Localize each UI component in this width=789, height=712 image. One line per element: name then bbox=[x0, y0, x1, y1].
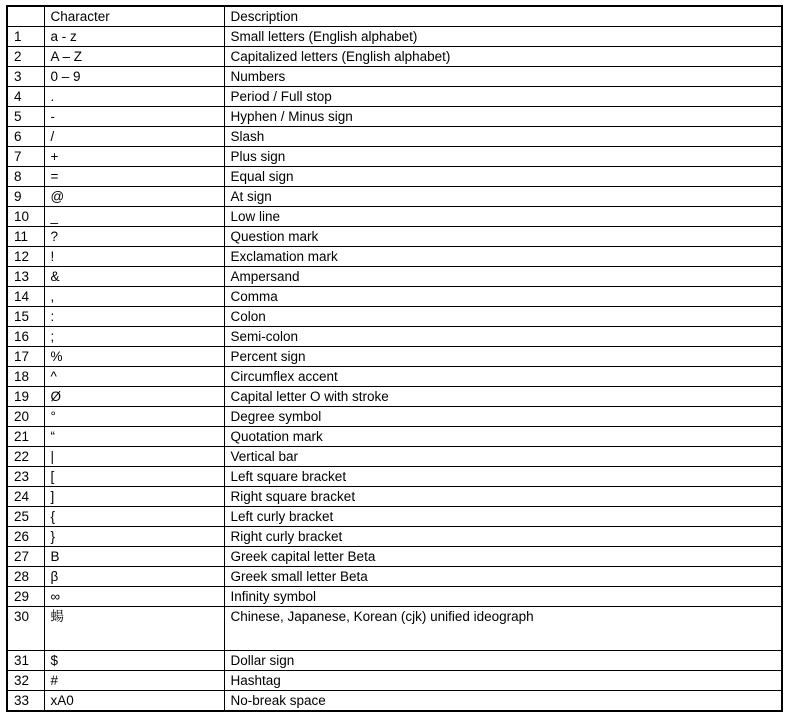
description-cell: Numbers bbox=[224, 67, 782, 87]
row-number-cell: 33 bbox=[7, 691, 44, 712]
row-number-cell: 22 bbox=[7, 447, 44, 467]
table-row bbox=[7, 427, 782, 447]
description-cell: Dollar sign bbox=[224, 651, 782, 671]
table-row bbox=[7, 467, 782, 487]
description-cell: Chinese, Japanese, Korean (cjk) unified ideograph bbox=[224, 607, 782, 651]
character-cell: : bbox=[44, 307, 224, 327]
table-row bbox=[7, 147, 782, 167]
table-row bbox=[7, 367, 782, 387]
row-number-cell: 19 bbox=[7, 387, 44, 407]
row-number-cell: 3 bbox=[7, 67, 44, 87]
character-cell: . bbox=[44, 87, 224, 107]
description-cell: Ampersand bbox=[224, 267, 782, 287]
row-number-cell: 27 bbox=[7, 547, 44, 567]
table-row bbox=[7, 527, 782, 547]
table-row bbox=[7, 27, 782, 47]
row-number-cell: 31 bbox=[7, 651, 44, 671]
row-number-cell: 2 bbox=[7, 47, 44, 67]
table-row bbox=[7, 607, 782, 651]
table-row bbox=[7, 567, 782, 587]
description-cell: Question mark bbox=[224, 227, 782, 247]
description-cell: Period / Full stop bbox=[224, 87, 782, 107]
description-cell: Small letters (English alphabet) bbox=[224, 27, 782, 47]
table-row bbox=[7, 187, 782, 207]
header-description: Description bbox=[224, 6, 782, 27]
table-row bbox=[7, 387, 782, 407]
description-cell: Colon bbox=[224, 307, 782, 327]
description-cell: At sign bbox=[224, 187, 782, 207]
character-cell: A – Z bbox=[44, 47, 224, 67]
character-cell: ; bbox=[44, 327, 224, 347]
row-number-cell: 17 bbox=[7, 347, 44, 367]
character-cell: % bbox=[44, 347, 224, 367]
header-row bbox=[7, 6, 782, 27]
description-cell: Left curly bracket bbox=[224, 507, 782, 527]
table-row bbox=[7, 487, 782, 507]
description-cell: Capital letter O with stroke bbox=[224, 387, 782, 407]
table-row bbox=[7, 127, 782, 147]
row-number-cell: 4 bbox=[7, 87, 44, 107]
row-number-cell: 9 bbox=[7, 187, 44, 207]
character-cell: ] bbox=[44, 487, 224, 507]
row-number-cell: 12 bbox=[7, 247, 44, 267]
character-cell: / bbox=[44, 127, 224, 147]
description-cell: Percent sign bbox=[224, 347, 782, 367]
character-cell: , bbox=[44, 287, 224, 307]
description-cell: Plus sign bbox=[224, 147, 782, 167]
row-number-cell: 28 bbox=[7, 567, 44, 587]
table-row bbox=[7, 407, 782, 427]
character-cell: & bbox=[44, 267, 224, 287]
description-cell: Semi-colon bbox=[224, 327, 782, 347]
character-cell: | bbox=[44, 447, 224, 467]
character-cell: } bbox=[44, 527, 224, 547]
character-description-table bbox=[6, 5, 783, 712]
row-number-cell: 14 bbox=[7, 287, 44, 307]
description-cell: Greek small letter Beta bbox=[224, 567, 782, 587]
row-number-cell: 7 bbox=[7, 147, 44, 167]
row-number-cell: 5 bbox=[7, 107, 44, 127]
character-cell: 蝪 bbox=[44, 607, 224, 651]
table-row bbox=[7, 307, 782, 327]
description-cell: Right square bracket bbox=[224, 487, 782, 507]
character-cell: _ bbox=[44, 207, 224, 227]
table-row bbox=[7, 447, 782, 467]
table-row bbox=[7, 87, 782, 107]
header-number bbox=[7, 6, 44, 27]
table-row bbox=[7, 287, 782, 307]
table-header bbox=[7, 6, 782, 27]
table-row bbox=[7, 247, 782, 267]
row-number-cell: 21 bbox=[7, 427, 44, 447]
row-number-cell: 25 bbox=[7, 507, 44, 527]
character-cell: # bbox=[44, 671, 224, 691]
character-cell: @ bbox=[44, 187, 224, 207]
description-cell: Hyphen / Minus sign bbox=[224, 107, 782, 127]
character-cell: = bbox=[44, 167, 224, 187]
character-cell: [ bbox=[44, 467, 224, 487]
character-cell: ° bbox=[44, 407, 224, 427]
table-row bbox=[7, 547, 782, 567]
table-row bbox=[7, 267, 782, 287]
character-cell: a - z bbox=[44, 27, 224, 47]
description-cell: Greek capital letter Beta bbox=[224, 547, 782, 567]
table-row bbox=[7, 107, 782, 127]
description-cell: Comma bbox=[224, 287, 782, 307]
row-number-cell: 13 bbox=[7, 267, 44, 287]
character-cell: β bbox=[44, 567, 224, 587]
description-cell: Slash bbox=[224, 127, 782, 147]
character-cell: + bbox=[44, 147, 224, 167]
row-number-cell: 8 bbox=[7, 167, 44, 187]
character-cell: $ bbox=[44, 651, 224, 671]
description-cell: Infinity symbol bbox=[224, 587, 782, 607]
row-number-cell: 6 bbox=[7, 127, 44, 147]
description-cell: Hashtag bbox=[224, 671, 782, 691]
row-number-cell: 29 bbox=[7, 587, 44, 607]
character-cell: 0 – 9 bbox=[44, 67, 224, 87]
row-number-cell: 32 bbox=[7, 671, 44, 691]
description-cell: Capitalized letters (English alphabet) bbox=[224, 47, 782, 67]
table-row bbox=[7, 227, 782, 247]
table-row bbox=[7, 671, 782, 691]
table-row bbox=[7, 67, 782, 87]
description-cell: Low line bbox=[224, 207, 782, 227]
description-cell: Vertical bar bbox=[224, 447, 782, 467]
row-number-cell: 24 bbox=[7, 487, 44, 507]
character-cell: { bbox=[44, 507, 224, 527]
table-row bbox=[7, 347, 782, 367]
description-cell: Circumflex accent bbox=[224, 367, 782, 387]
row-number-cell: 26 bbox=[7, 527, 44, 547]
description-cell: No-break space bbox=[224, 691, 782, 712]
row-number-cell: 20 bbox=[7, 407, 44, 427]
description-cell: Equal sign bbox=[224, 167, 782, 187]
character-cell: xA0 bbox=[44, 691, 224, 712]
row-number-cell: 18 bbox=[7, 367, 44, 387]
header-character: Character bbox=[44, 6, 224, 27]
row-number-cell: 15 bbox=[7, 307, 44, 327]
row-number-cell: 30 bbox=[7, 607, 44, 651]
character-cell: “ bbox=[44, 427, 224, 447]
character-cell: ? bbox=[44, 227, 224, 247]
table-row bbox=[7, 691, 782, 712]
character-cell: ∞ bbox=[44, 587, 224, 607]
description-cell: Degree symbol bbox=[224, 407, 782, 427]
table-body bbox=[7, 27, 782, 712]
description-cell: Quotation mark bbox=[224, 427, 782, 447]
row-number-cell: 10 bbox=[7, 207, 44, 227]
table-row bbox=[7, 327, 782, 347]
character-cell: - bbox=[44, 107, 224, 127]
row-number-cell: 23 bbox=[7, 467, 44, 487]
description-cell: Right curly bracket bbox=[224, 527, 782, 547]
description-cell: Exclamation mark bbox=[224, 247, 782, 267]
table-row bbox=[7, 507, 782, 527]
character-cell: ! bbox=[44, 247, 224, 267]
character-cell: Ø bbox=[44, 387, 224, 407]
description-cell: Left square bracket bbox=[224, 467, 782, 487]
row-number-cell: 16 bbox=[7, 327, 44, 347]
table-row bbox=[7, 651, 782, 671]
character-cell: B bbox=[44, 547, 224, 567]
row-number-cell: 11 bbox=[7, 227, 44, 247]
table-row bbox=[7, 587, 782, 607]
table-row bbox=[7, 167, 782, 187]
table-row bbox=[7, 47, 782, 67]
row-number-cell: 1 bbox=[7, 27, 44, 47]
character-cell: ^ bbox=[44, 367, 224, 387]
table-row bbox=[7, 207, 782, 227]
